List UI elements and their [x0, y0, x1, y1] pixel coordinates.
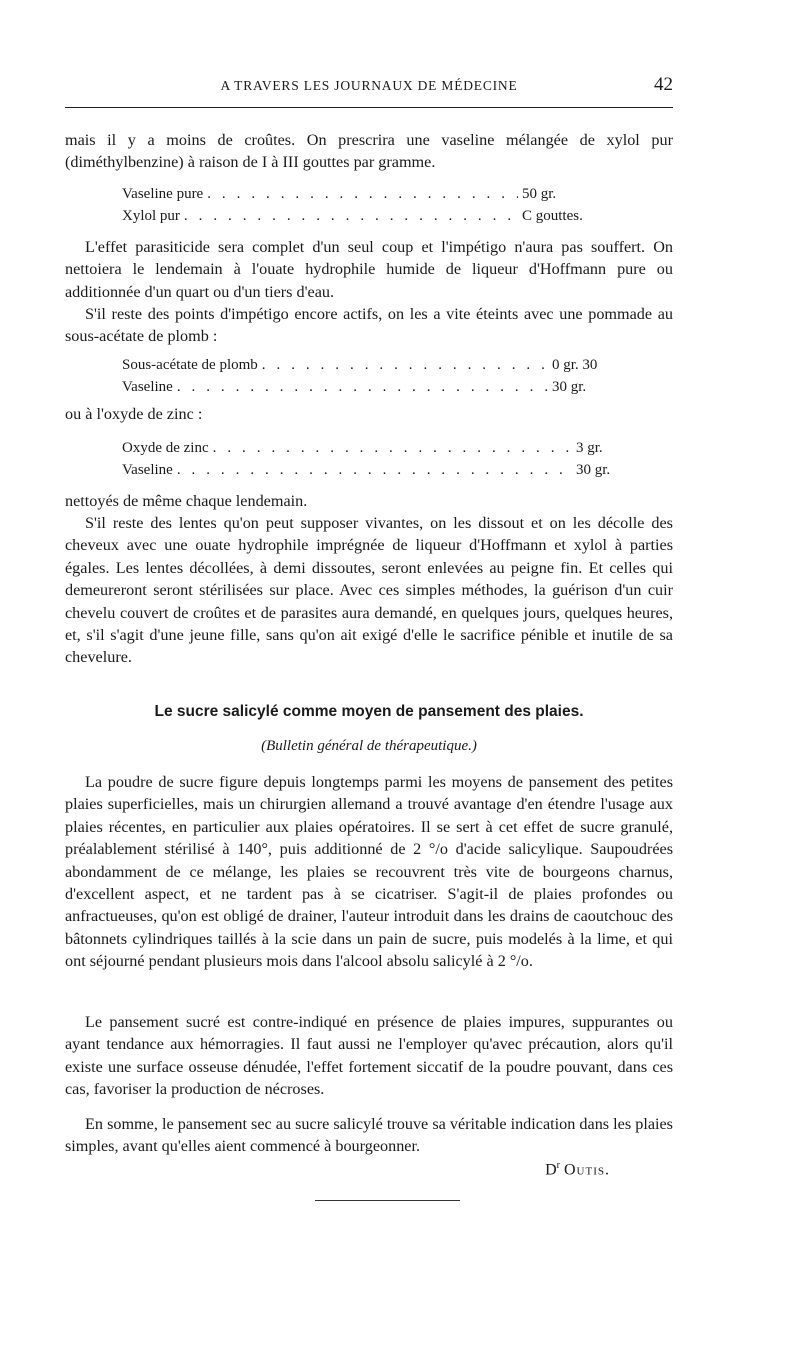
ingredient-quantity: 30 gr. — [552, 378, 587, 395]
recipe-line — [122, 206, 612, 228]
ingredient-name: Vaseline pure — [122, 186, 204, 202]
recipe-vaseline-xylol — [122, 184, 612, 227]
ingredient-name: Oxyde de zinc — [122, 440, 209, 456]
running-title: A TRAVERS LES JOURNAUX DE MÉDECINE — [220, 78, 518, 93]
leader-dots — [173, 460, 572, 482]
paragraph-5: nettoyés de même chaque lendemain. — [65, 492, 308, 510]
ingredient-quantity: C gouttes. — [522, 207, 583, 224]
paragraph-3: S'il reste des points d'impétigo encore actifs, on les a vite éteints avec une pommade au sous-acétate de plomb : — [65, 305, 673, 346]
ingredient-name: Xylol pur — [122, 207, 180, 224]
ingredient-name: Sous-acétate de plomb — [122, 357, 258, 373]
recipe-line — [122, 460, 622, 482]
signature — [545, 1160, 610, 1179]
leader-dots — [209, 438, 572, 460]
section-source: (Bulletin général de thérapeutique.) — [261, 738, 477, 754]
ingredient-quantity: 30 gr. — [576, 461, 611, 478]
leader-dots — [180, 206, 518, 228]
ingredient-quantity: 3 gr. — [576, 440, 603, 456]
paragraph-1: mais il y a moins de croûtes. On prescrira une vaseline mélangée de xylol pur (diméthylbenzine) à raison de I à III gouttes par gramme. — [65, 131, 673, 172]
header-rule — [65, 107, 673, 108]
paragraph-4: ou à l'oxyde de zinc : — [65, 405, 203, 423]
page-header — [65, 74, 673, 98]
ingredient-name: Vaseline — [122, 378, 173, 395]
recipe-line — [122, 438, 622, 460]
recipe-line — [122, 377, 622, 399]
recipe-line — [122, 355, 622, 377]
ingredient-quantity: 0 gr. 30 — [552, 357, 598, 373]
recipe-line — [122, 184, 612, 206]
paragraph-9: En somme, le pansement sec au sucre salicylé trouve sa véritable indication dans les plaies simples, avant qu'elles aient commencé à bourgeonner. — [65, 1115, 673, 1156]
leader-dots — [173, 377, 548, 399]
ingredient-quantity: 50 gr. — [522, 186, 557, 202]
paragraph-7: La poudre de sucre figure depuis longtemps parmi les moyens de pansement des petites plaies superficielles, mais un chirurgien allemand a trouvé avantage d'en étendre l'usage aux plaies récentes, en particulier aux plaies opératoires. Il se sert à cet effet de sucre granulé, préalablement stérilisé à 140°, puis additionné de 2 °/o d'acide salicylique. Saupoudrées abondamment de ce mélange, les plaies se recouvrent très vite de bourgeons charnus, d'excellent aspect, et ne tardent pas à se cicatriser. S'agit-il de plaies profondes ou anfractueuses, qu'on est obligé de drainer, l'auteur introduit dans les drains de caoutchouc des bâtonnets cylindriques taillés à la scie dans un pain de sucre, puis modelés à la lime, et qui ont séjourné pendant plusieurs mois dans l'alcool absolu salicylé à 2 °/o. — [65, 773, 673, 971]
signature-name: Outis. — [564, 1161, 610, 1179]
signature-title-sup: r — [556, 1160, 560, 1171]
recipe-plomb — [122, 355, 622, 398]
signature-title: D — [545, 1161, 557, 1179]
section-title: Le sucre salicylé comme moyen de pansement des plaies. — [154, 703, 584, 720]
leader-dots — [203, 184, 518, 206]
recipe-zinc — [122, 438, 622, 481]
paragraph-2: L'effet parasiticide sera complet d'un seul coup et l'impétigo n'aura pas souffert. On nettoiera le lendemain à l'ouate hydrophile humide de liqueur d'Hoffmann pure ou additionnée d'un quart ou d'un tiers d'eau. — [65, 238, 673, 301]
ingredient-name: Vaseline — [122, 461, 173, 478]
page-number: 42 — [654, 74, 673, 95]
paragraph-6: S'il reste des lentes qu'on peut supposer vivantes, on les dissout et on les décolle des cheveux avec une ouate hydrophile imprégnée de liqueur d'Hoffmann et xylol à parties égales. Les lentes décollées, à demi dissoutes, seront enlevées au peigne fin. Et celles qui demeureront seront stérilisées sur place. Avec ces simples méthodes, la guérison d'un cuir chevelu couvert de croûtes et de parasites aura demandé, en quelques jours, quelques heures, et, s'il s'agit d'une jeune fille, sans qu'on ait exigé d'elle le sacrifice pénible et inutile de sa chevelure. — [65, 514, 673, 667]
end-rule — [315, 1200, 460, 1201]
leader-dots — [258, 355, 548, 377]
paragraph-8: Le pansement sucré est contre-indiqué en présence de plaies impures, suppurantes ou ayant tendance aux hémorragies. Il faut aussi ne l'employer qu'avec précaution, alors qu'il existe une surface osseuse dénudée, l'effet fortement siccatif de la poudre pouvant, dans ces cas, favoriser la production de nécroses. — [65, 1013, 673, 1099]
